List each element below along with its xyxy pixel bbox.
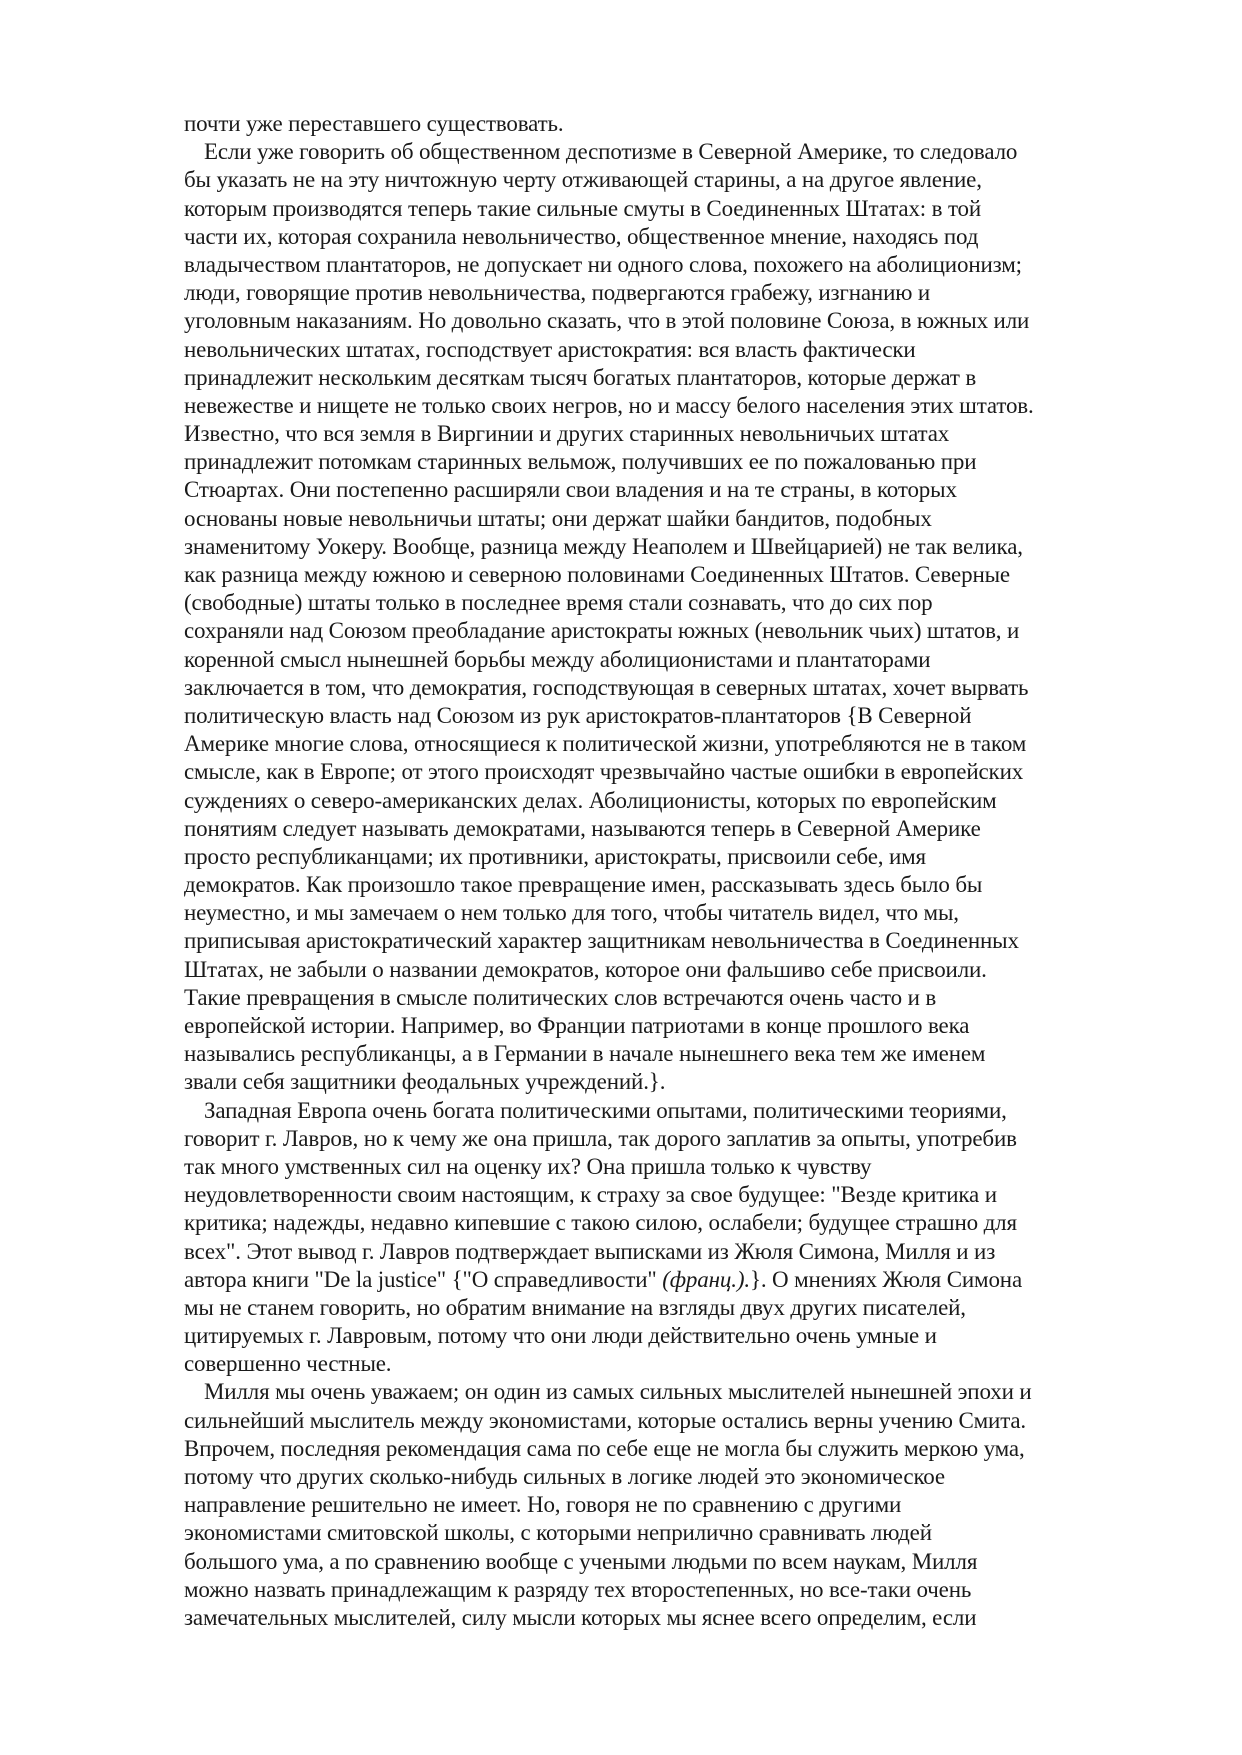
- text-line: неуместно, и мы замечаем о нем только для того, чтобы читатель видел, что мы,: [184, 900, 959, 926]
- text-line: как разница между южною и северною половинами Соединенных Штатов. Северные: [184, 562, 1010, 587]
- text-line: Если уже говорить об общественном деспотизме в Северной Америке, то следовало: [204, 139, 1018, 165]
- text-line: европейской истории. Например, во Франции патриотами в конце прошлого века: [184, 1013, 970, 1038]
- text-line: назывались республиканцы, а в Германии в начале нынешнего века тем же именем: [184, 1041, 986, 1067]
- text-run: }. О мнениях Жюля Симона: [749, 1266, 1023, 1292]
- text-line-mixed: [184, 1266, 1134, 1294]
- text-line: смысле, как в Европе; от этого происходят чрезвычайно частые ошибки в европейских: [184, 759, 1024, 785]
- text-line: уголовным наказаниям. Но довольно сказать, что в этой половине Союза, в южных или: [184, 308, 1030, 334]
- text-line: потому что других сколько-нибудь сильных в логике людей это экономическое: [184, 1464, 945, 1489]
- text-line: Такие превращения в смысле политических слов встречаются очень часто и в: [184, 984, 937, 1010]
- text-line: экономистами смитовской школы, с которыми неприлично сравнивать людей: [184, 1520, 932, 1546]
- text-line: Штатах, не забыли о названии демократов, которое они фальшиво себе присвоили.: [184, 956, 987, 982]
- text-line: суждениях о северо-американских делах. Аболиционисты, которых по европейским: [184, 787, 997, 813]
- text-line: заключается в том, что демократия, господствующая в северных штатах, хочет вырвать: [184, 674, 1029, 700]
- text-line: Западная Европа очень богата политическими опытами, политическими теориями,: [204, 1097, 1007, 1123]
- text-line: неудовлетворенности своим настоящим, к страху за свое будущее: "Везде критика и: [184, 1182, 997, 1208]
- text-line: политическую власть над Союзом из рук аристократов-плантаторов {В Северной: [184, 702, 972, 728]
- text-line: Известно, что вся земля в Виргинии и других старинных невольничьих штатах: [184, 421, 950, 447]
- text-line: почти уже переставшего существовать.: [184, 111, 564, 136]
- text-line: Впрочем, последняя рекомендация сама по себе еще не могла бы служить меркою ума,: [184, 1435, 1025, 1461]
- text-line: понятиям следует называть демократами, называются теперь в Северной Америке: [184, 815, 981, 841]
- text-line: просто республиканцами; их противники, аристократы, присвоили себе, имя: [184, 843, 926, 869]
- document-page: [184, 110, 1134, 1632]
- text-line: принадлежит потомкам старинных вельмож, получивших ее по пожалованью при: [184, 449, 977, 475]
- text-line: всех". Этот вывод г. Лавров подтверждает выписками из Жюля Симона, Милля и из: [184, 1238, 996, 1264]
- text-line: совершенно честные.: [184, 1351, 392, 1377]
- text-line: так много умственных сил на оценку их? Она пришла только к чувству: [184, 1153, 872, 1179]
- text-line: цитируемых г. Лавровым, потому что они люди действительно очень умные и: [184, 1323, 937, 1349]
- text-line: Америке многие слова, относящиеся к политической жизни, употребляются не в таком: [184, 731, 1027, 757]
- text-line: невежестве и нищете не только своих негров, но и массу белого населения этих штатов.: [184, 392, 1034, 418]
- text-line: невольнических штатах, господствует аристократия: вся власть фактически: [184, 336, 916, 362]
- text-line: Милля мы очень уважаем; он один из самых сильных мыслителей нынешней эпохи и: [204, 1379, 1032, 1405]
- text-line: мы не станем говорить, но обратим внимание на взгляды двух других писателей,: [184, 1294, 966, 1320]
- text-line: направление решительно не имеет. Но, говоря не по сравнению с другими: [184, 1492, 902, 1518]
- text-line: большого ума, а по сравнению вообще с учеными людьми по всем наукам, Милля: [184, 1548, 978, 1574]
- text-line: говорит г. Лавров, но к чему же она пришла, так дорого заплатив за опыты, употребив: [184, 1125, 1017, 1151]
- text-line: бы указать не на эту ничтожную черту отживающей старины, а на другое явление,: [184, 167, 982, 193]
- text-line: владычеством плантаторов, не допускает ни одного слова, похожего на аболиционизм;: [184, 251, 1022, 277]
- text-line: сохраняли над Союзом преобладание аристократы южных (невольник чьих) штатов, и: [184, 618, 1020, 644]
- text-line: которым производятся теперь такие сильные смуты в Соединенных Штатах: в той: [184, 195, 982, 221]
- text-line: сильнейший мыслитель между экономистами, которые остались верны учению Смита.: [184, 1407, 1027, 1433]
- text-run: автора книги "De la justice" {"О справедливости": [184, 1266, 663, 1292]
- text-line: знаменитому Уокеру. Вообще, разница между Неаполем и Швейцарией) не так велика,: [184, 533, 1023, 559]
- text-line: замечательных мыслителей, силу мысли которых мы яснее всего определим, если: [184, 1604, 977, 1630]
- text-line: демократов. Как произошло такое превращение имен, рассказывать здесь было бы: [184, 872, 983, 898]
- italic-run: (франц.).: [662, 1266, 750, 1292]
- text-line: можно назвать принадлежащим к разряду тех второстепенных, но все-таки очень: [184, 1576, 972, 1602]
- text-line: (свободные) штаты только в последнее время стали сознавать, что до сих пор: [184, 590, 933, 616]
- text-line: люди, говорящие против невольничества, подвергаются грабежу, изгнанию и: [184, 280, 931, 306]
- text-line: звали себя защитники феодальных учреждений.}.: [184, 1069, 666, 1095]
- text-line: приписывая аристократический характер защитникам невольничества в Соединенных: [184, 928, 1019, 954]
- text-line: коренной смысл нынешней борьбы между аболиционистами и плантаторами: [184, 646, 931, 672]
- text-line: основаны новые невольничьи штаты; они держат шайки бандитов, подобных: [184, 505, 932, 531]
- text-line: Стюартах. Они постепенно расширяли свои владения и на те страны, в которых: [184, 477, 957, 503]
- text-line: части их, которая сохранила невольничество, общественное мнение, находясь под: [184, 223, 979, 249]
- text-line: критика; надежды, недавно кипевшие с такою силою, ослабели; будущее страшно для: [184, 1210, 1017, 1236]
- text-line: принадлежит нескольким десяткам тысяч богатых плантаторов, которые держат в: [184, 364, 977, 390]
